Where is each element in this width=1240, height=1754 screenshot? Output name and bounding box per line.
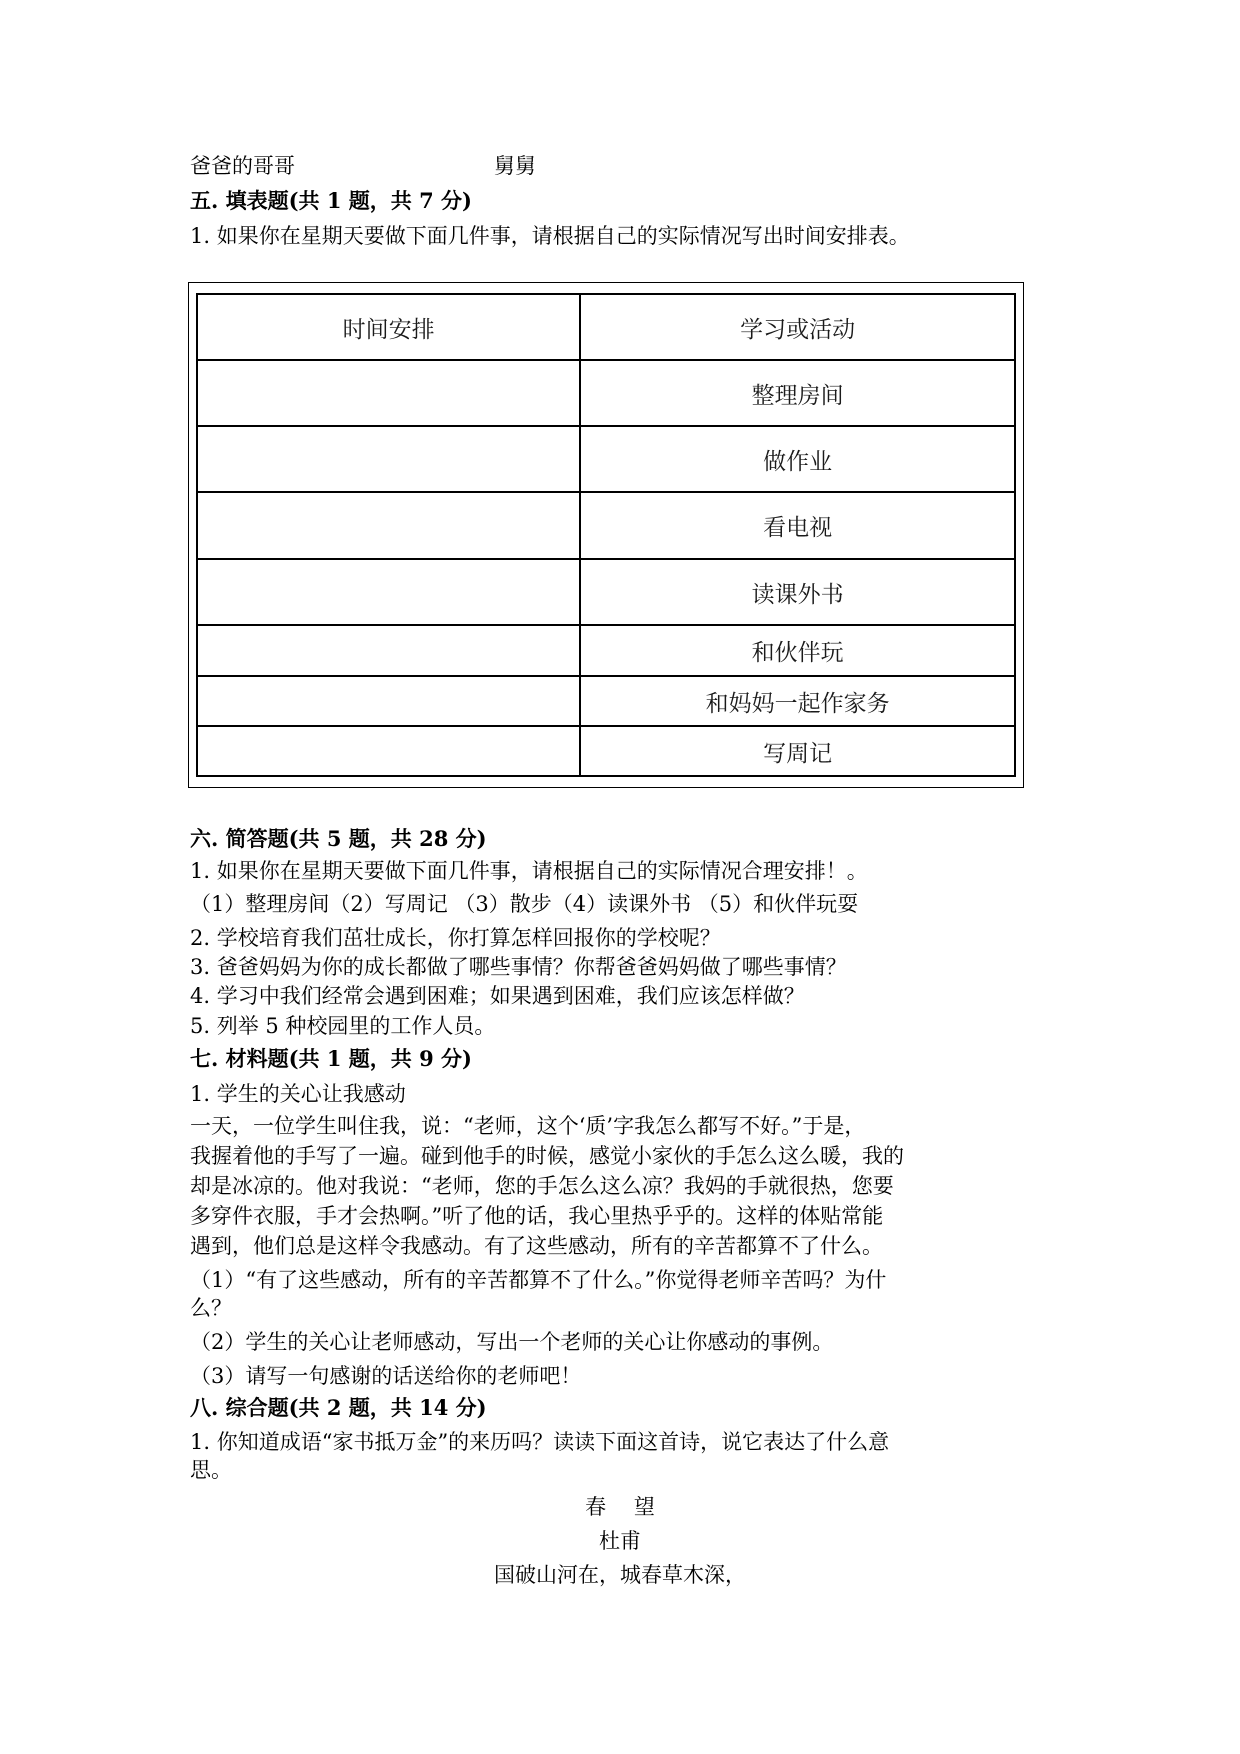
section7-subquestion-3: （3）请写一句感谢的话送给你的老师吧！ [190, 1364, 582, 1388]
schedule-table [196, 293, 1016, 777]
header-time: 时间安排 [197, 294, 580, 360]
section5-heading: 五. 填表题(共 1 题，共 7 分) [190, 188, 472, 213]
time-cell[interactable] [197, 426, 580, 492]
passage-line: 一天，一位学生叫住我，说：“老师，这个‘质’字我怎么都写不好。”于是， [190, 1114, 866, 1138]
header-activity: 学习或活动 [580, 294, 1015, 360]
section8-question-1-line1: 1. 你知道成语“家书抵万金”的来历吗？读读下面这首诗，说它表达了什么意 [190, 1430, 890, 1454]
time-cell[interactable] [197, 676, 580, 726]
time-cell[interactable] [197, 492, 580, 559]
activity-cell: 做作业 [580, 426, 1015, 492]
table-row [197, 559, 1015, 625]
table-row [197, 426, 1015, 492]
time-cell[interactable] [197, 625, 580, 676]
activity-cell: 写周记 [580, 726, 1015, 776]
section6-question-1-items: （1）整理房间（2）写周记 （3）散步（4）读课外书 （5）和伙伴玩耍 [190, 892, 859, 916]
table-header-row [197, 294, 1015, 360]
table-row [197, 625, 1015, 676]
poem-title: 春 望 [585, 1495, 655, 1519]
section7-question-1-title: 1. 学生的关心让我感动 [190, 1082, 406, 1106]
passage-line: 多穿件衣服，手才会热啊。”听了他的话，我心里热乎乎的。这样的体贴常能 [190, 1204, 884, 1228]
section7-subquestion-1-line2: 么？ [190, 1296, 232, 1320]
passage-line: 遇到，他们总是这样令我感动。有了这些感动，所有的辛苦都算不了什么。 [190, 1234, 883, 1258]
section6-question-5: 5. 列举 5 种校园里的工作人员。 [190, 1014, 496, 1038]
section6-question-4: 4. 学习中我们经常会遇到困难；如果遇到困难，我们应该怎样做？ [190, 984, 805, 1008]
table-row [197, 360, 1015, 426]
activity-cell: 读课外书 [580, 559, 1015, 625]
relation-right-text: 舅舅 [494, 154, 536, 178]
activity-cell: 和妈妈一起作家务 [580, 676, 1015, 726]
section6-question-2: 2. 学校培育我们茁壮成长，你打算怎样回报你的学校呢？ [190, 926, 721, 950]
table-row [197, 492, 1015, 559]
activity-cell: 整理房间 [580, 360, 1015, 426]
section8-heading: 八. 综合题(共 2 题，共 14 分) [190, 1395, 487, 1420]
passage-line: 我握着他的手写了一遍。碰到他手的时候，感觉小家伙的手怎么这么暖，我的 [190, 1144, 904, 1168]
section6-question-3: 3. 爸爸妈妈为你的成长都做了哪些事情？你帮爸爸妈妈做了哪些事情？ [190, 955, 847, 979]
section7-subquestion-1-line1: （1）“有了这些感动，所有的辛苦都算不了什么。”你觉得老师辛苦吗？为什 [190, 1268, 887, 1292]
table-row [197, 676, 1015, 726]
section5-question-1: 1. 如果你在星期天要做下面几件事，请根据自己的实际情况写出时间安排表。 [190, 224, 910, 248]
table-row [197, 726, 1015, 776]
poem-line: 国破山河在，城春草木深， [494, 1563, 746, 1587]
section7-heading: 七. 材料题(共 1 题，共 9 分) [190, 1046, 472, 1071]
activity-cell: 看电视 [580, 492, 1015, 559]
section6-question-1: 1. 如果你在星期天要做下面几件事，请根据自己的实际情况合理安排！。 [190, 859, 868, 883]
section6-heading: 六. 简答题(共 5 题，共 28 分) [190, 826, 487, 851]
time-cell[interactable] [197, 726, 580, 776]
section7-subquestion-2: （2）学生的关心让老师感动，写出一个老师的关心让你感动的事例。 [190, 1330, 834, 1354]
activity-cell: 和伙伴玩 [580, 625, 1015, 676]
poem-author: 杜甫 [599, 1529, 641, 1553]
relation-left-text: 爸爸的哥哥 [190, 154, 295, 178]
section8-question-1-line2: 思。 [190, 1458, 232, 1482]
passage-line: 却是冰凉的。他对我说：“老师，您的手怎么这么凉？我妈的手就很热，您要 [190, 1174, 894, 1198]
time-cell[interactable] [197, 559, 580, 625]
time-cell[interactable] [197, 360, 580, 426]
